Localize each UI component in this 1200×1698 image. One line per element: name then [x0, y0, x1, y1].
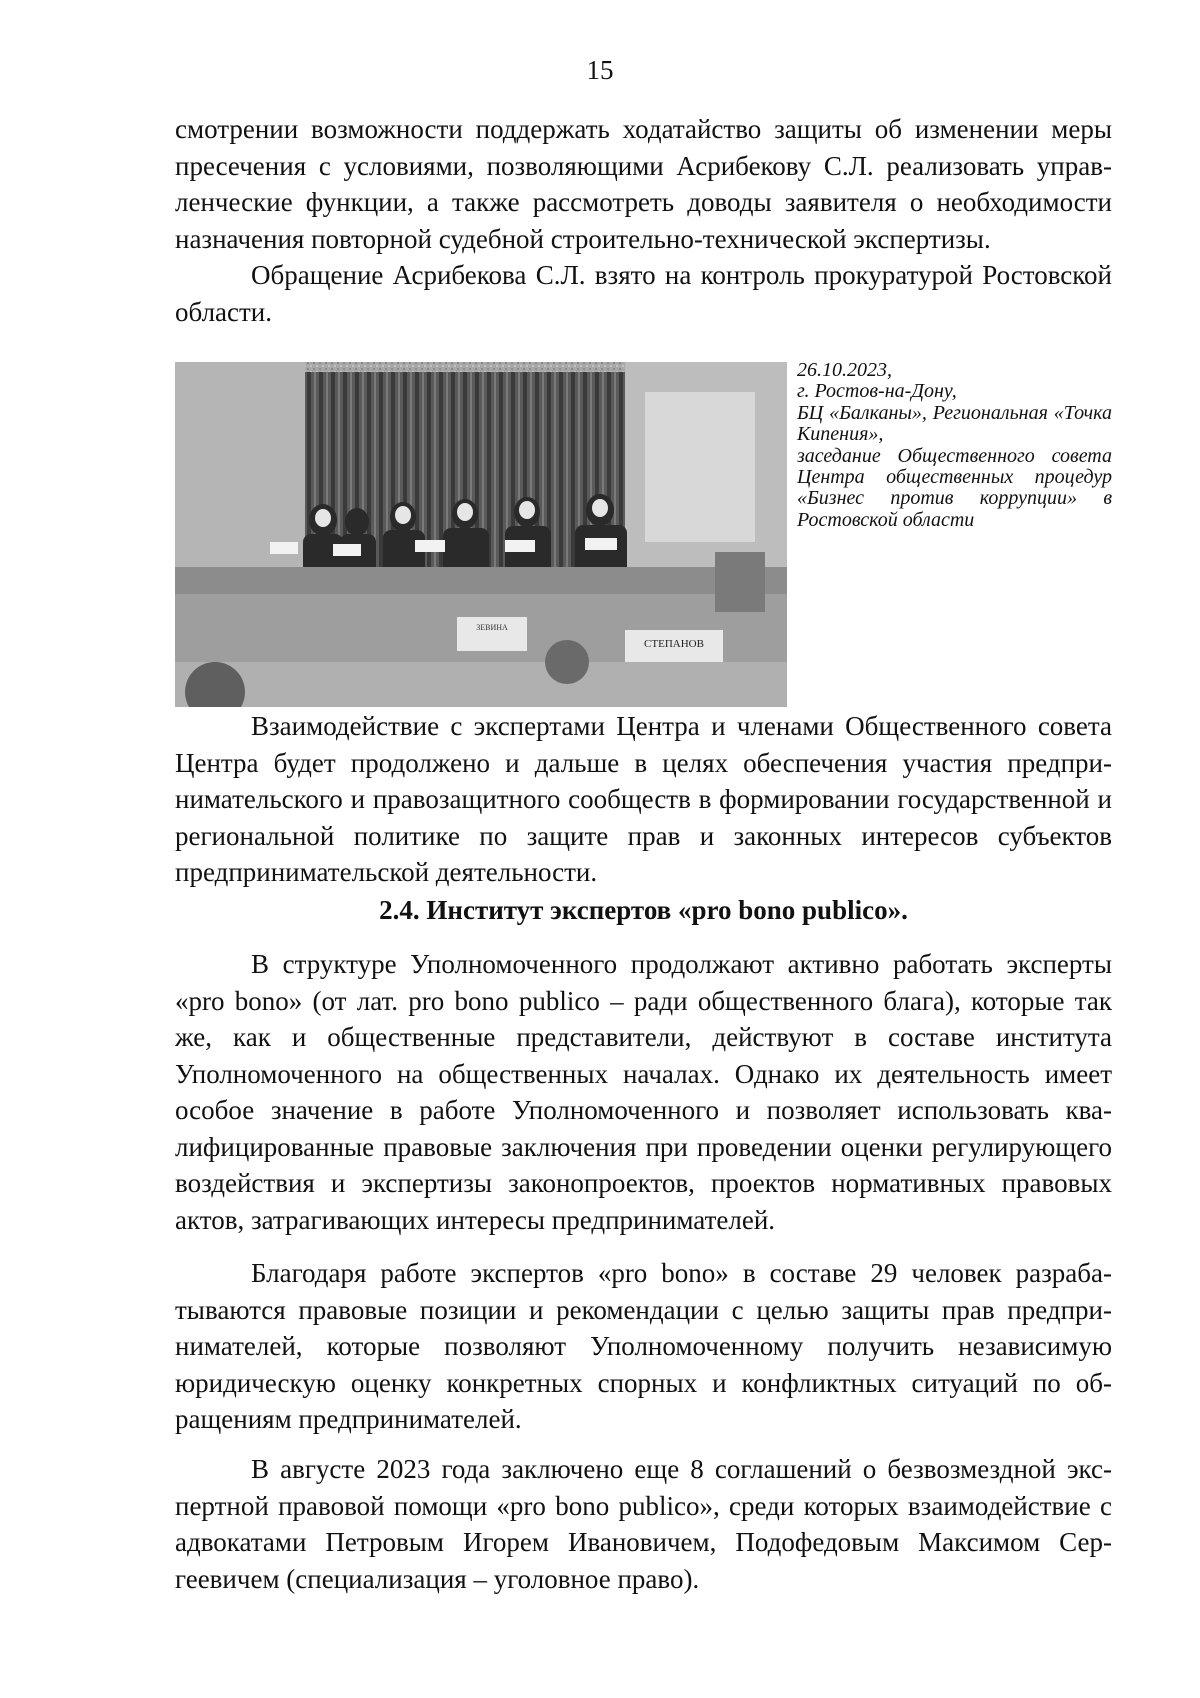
caption-date: 26.10.2023,	[797, 359, 892, 381]
section-heading: 2.4. Институт экспертов «pro bono publico».	[379, 895, 908, 925]
paragraph-continuation: смотрении возможности поддержать ходатайство защиты об изменении меры пресечения с условиями, позволяющими Асрибекову С.Л. реализовать управленческие функции, а также рассмотреть доводы заявителя о необходимости назначения повторной судебной строительно-технической экспертизы.	[175, 114, 1112, 254]
photo-caption	[797, 360, 1112, 531]
caption-venue: БЦ «Балканы», Региональная «Точка Кипения»,	[797, 401, 1112, 446]
paragraph-experts: В структуре Уполномоченного продолжают активно работать эксперты «pro bono» (от лат. pro bono publico – ради общественного блага), которые так же, как и общественные представители, действуют в составе института Уполномоченного на общественных началах. Однако их деятельность имеет особое значение в работе Уполномоченного и позволяет использовать квалифицированные правовые заключения при проведении оценки регулирующего воздействия и экспертизы законопроектов, проектов нормативных правовых актов, затрагивающих интересы предпринимателей.	[175, 949, 1112, 1235]
nameplate-left-text: ЗЕВИНА	[476, 623, 508, 632]
page-number: 15	[586, 55, 614, 85]
nameplate-right-text: СТЕПАНОВ	[644, 638, 704, 650]
paragraph-interaction: Взаимодействие с экспертами Центра и членами Общественного совета Центра будет продолжено и дальше в целях обеспечения участия предпринимательского и правозащитного сообществ в формировании государственной и региональной политике по защите прав и законных интересов субъектов предпринимательской деятельности.	[175, 711, 1112, 887]
caption-event: заседание Общественного совета Центра общественных процедур «Бизнес против коррупции» в Ростовской области	[797, 444, 1112, 531]
meeting-photo	[175, 362, 787, 707]
meeting-photo-image	[175, 362, 787, 707]
paragraph-agreements: В августе 2023 года заключено еще 8 соглашений о безвозмездной экспертной правовой помощи «pro bono publico», среди которых взаимодействие с адвокатами Петровым Игорем Ивановичем, Подофедовым Максимом Сергеевичем (специализация – уголовное право).	[175, 1454, 1112, 1594]
paragraph-pro-bono: Благодаря работе экспертов «pro bono» в составе 29 человек разрабатываются правовые позиции и рекомендации с целью защиты прав предпринимателей, которые позволяют Уполномоченному получить независимую юридическую оценку конкретных спорных и конфликтных ситуаций по обращениям предпринимателей.	[175, 1258, 1112, 1434]
caption-city: г. Ростов-на-Дону,	[797, 380, 957, 403]
paragraph-control: Обращение Асрибекова С.Л. взято на контроль прокуратурой Ростовской области.	[175, 260, 1112, 327]
